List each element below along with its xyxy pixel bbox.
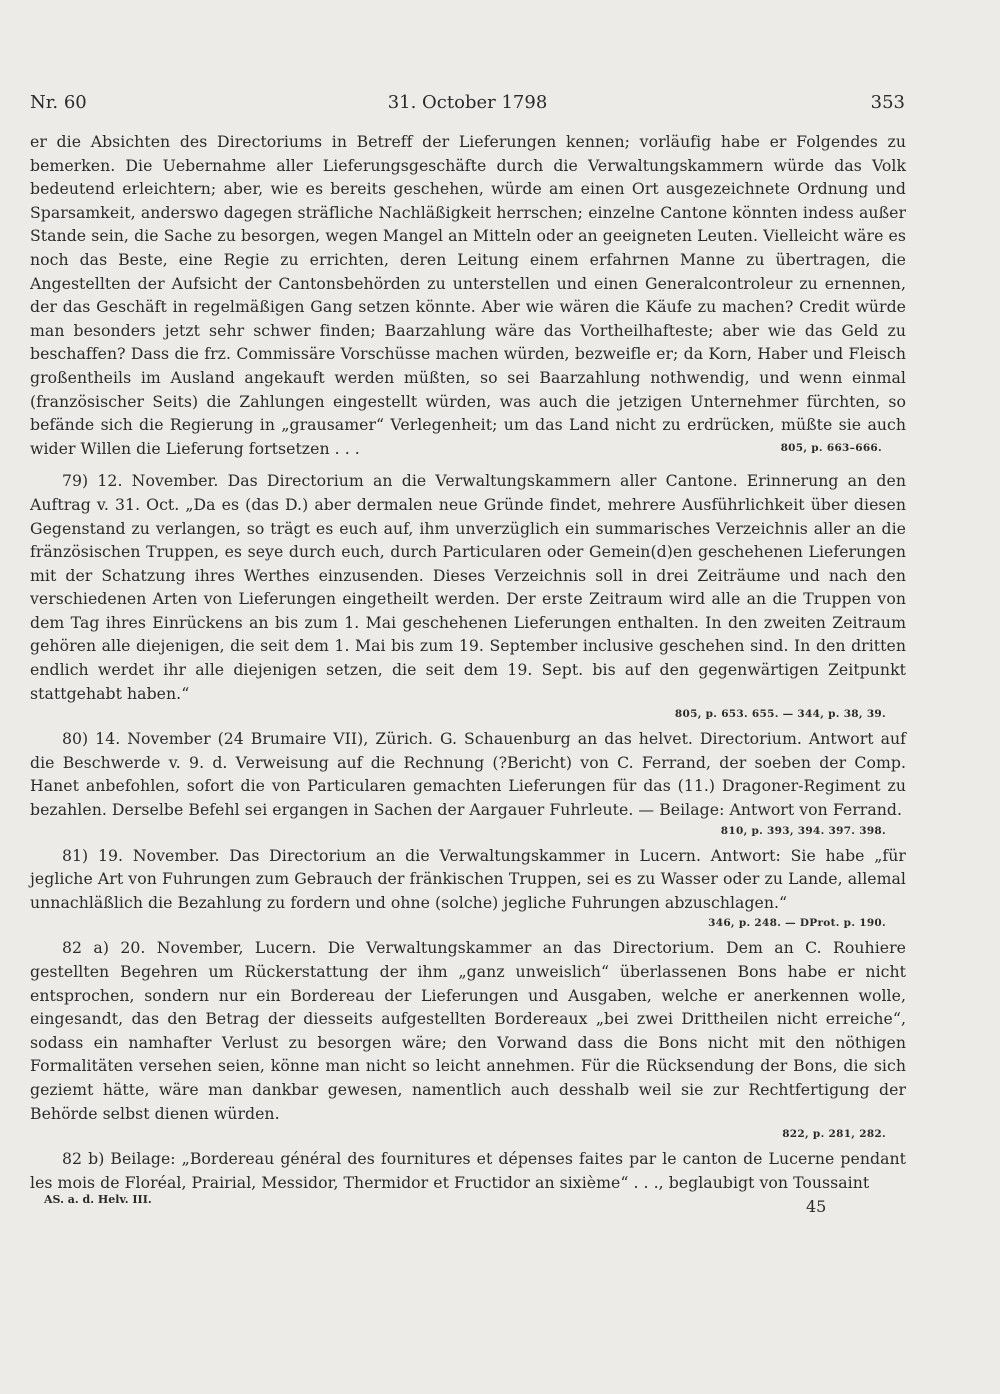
entry-79: 79) 12. November. Das Directorium an die Verwaltungskammern aller Cantone. Erinnerung an den Auftrag v. 31. Oct. „Da es (das D.) aber dermalen neue Gründe findet, mehrere Ausführlichkeit über diesen Gegenstand zu verlangen, so trägt es euch auf, ihm unverzüglich ein summarisches Verzeichnis aller an die fränzösischen Truppen, es seye durch euch, durch Particularen oder Gemein(d)en geschehenen Lieferungen mit der Schatzung ihres Werthes einzusenden. Dieses Verzeichnis soll in drei Zeiträume und nach den verschiedenen Arten von Lieferungen eingetheilt werden. Der erste Zeitraum wird alle an die Truppen von dem Tag ihres Einrückens an bis zum 1. Mai geschehenen Lieferungen enthalten. In den zweiten Zeitraum gehören alle diejenigen, die seit dem 1. Mai bis zum 19. September inclusive geschehen sind. In den dritten endlich werdet ihr alle diejenigen setzen, die seit dem 19. Sept. bis auf den gegenwärtigen Zeitpunkt stattgehabt haben.“ (30, 471, 906, 703)
page-number: 353 (870, 92, 905, 113)
header-date: 31. October 1798 (387, 92, 548, 113)
entry-82b: 82 b) Beilage: „Bordereau général des fournitures et dépenses faites par le canton de Lucerne pendant les mois de Floréal, Prairial, Messidor, Thermidor et Fructidor an sixième“ . . ., beglaubigt von Toussaint (30, 1149, 906, 1192)
intro-reference: 805, p. 663–666. (780, 441, 882, 454)
spacer (30, 460, 906, 469)
entry-82a: 82 a) 20. November, Lucern. Die Verwaltungskammer an das Directorium. Dem an C. Rouhiere gestellten Begehren um Rückerstattung der ihm „ganz unweislich“ überlassenen Bons habe er nicht entsprochen, sondern nur ein Bordereau der Lieferungen und Ausgaben, welche er anerkennen wolle, eingesandt, das den Betrag der diesseits aufgestellten Bordereaux „bei zwei Drittheilen nicht erreiche“, sodass ein namhafter Verlust zu besorgen wäre; den Vorwand dass die Bons nicht mit den nöthigen Formalitäten versehen seien, könne man nicht so leicht annehmen. Für die Rücksendung der Bons, die sich geziemt hätte, wäre man dankbar gewesen, namentlich auch desshalb weil sie zur Rechtfertigung der Behörde selbst dienen würden. (30, 938, 906, 1123)
entry-82a-reference: 822, p. 281, 282. (782, 1128, 886, 1141)
document-number: Nr. 60 (30, 92, 87, 113)
entry-80-reference: 810, p. 393, 394. 397. 398. (720, 824, 886, 837)
entry-81: 81) 19. November. Das Directorium an die Verwaltungskammer in Lucern. Antwort: Sie habe „für jegliche Art von Fuhrungen zum Gebrauch der fränkischen Truppen, sei es zu Wasser oder zu Lande, allemal unnachläßlich die Bezahlung zu fordern und ohne (solche) jegliche Fuhrungen abzuschlagen.“ (30, 845, 906, 912)
page-body (30, 130, 906, 1194)
sheet-number: 45 (806, 1197, 827, 1216)
intro-text: er die Absichten des Directoriums in Betreff der Lieferungen kennen; vorläufig habe er Folgendes zu bemerken. Die Uebernahme aller Lieferungsgeschäfte durch die Verwaltungskammern würde das Volk bedeutend erleichtern; aber, wie es bereits geschehen, würde am einen Ort ausgezeichnete Ordnung und Sparsamkeit, anderswo dagegen sträfliche Nachläßigkeit herrschen; einzelne Cantone könnten indess außer Stande sein, die Sache zu besorgen, wegen Mangel an Mitteln oder an geeigneten Leuten. Vielleicht wäre es noch das Beste, eine Regie zu errichten, deren Leitung einem erfahrnen Manne zu übertragen, die Angestellten der Aufsicht der Cantonsbehörden zu unterstellen und einen Generalcontroleur zu ernennen, der das Geschäft in regelmäßigen Gang setzen könnte. Aber wie wären die Käufe zu machen? Credit würde man besonders jetzt sehr schwer finden; Baarzahlung wäre das Vortheilhafteste; aber wie das Geld zu beschaffen? Dass die frz. Commissäre Vorschüsse machen würden, bezweifle er; da Korn, Haber und Fleisch großentheils im Ausland angekauft werden müßten, so sei Baarzahlung nothwendig, und wenn einmal (französischer Seits) die Zahlungen eingestellt würden, was auch die jetzigen Unternehmer fürchten, so befände sich die Regierung in „grausamer“ Verlegenheit; um das Land nicht zu erdrücken, müßte sie auch wider Willen die Lieferung fortsetzen . . . (30, 132, 906, 458)
entry-79-reference: 805, p. 653. 655. — 344, p. 38, 39. (674, 708, 886, 721)
signature-mark: AS. a. d. Helv. III. (44, 1193, 152, 1206)
entry-80: 80) 14. November (24 Brumaire VII), Zürich. G. Schauenburg an das helvet. Directorium. Antwort auf die Beschwerde v. 9. d. Verweisung auf die Rechnung (?Bericht) von C. Ferrand, der soeben der Comp. Hanet anbefohlen, sofort die von Particularen gemachten Lieferungen für das (11.) Dragoner-Regiment zu bezahlen. Derselbe Befehl sei ergangen in Sachen der Aargauer Fuhrleute. — Beilage: Antwort von Ferrand. (30, 729, 906, 820)
page-header (30, 92, 905, 116)
intro-paragraph (30, 130, 906, 460)
entry-81-reference: 346, p. 248. — DProt. p. 190. (708, 917, 886, 930)
